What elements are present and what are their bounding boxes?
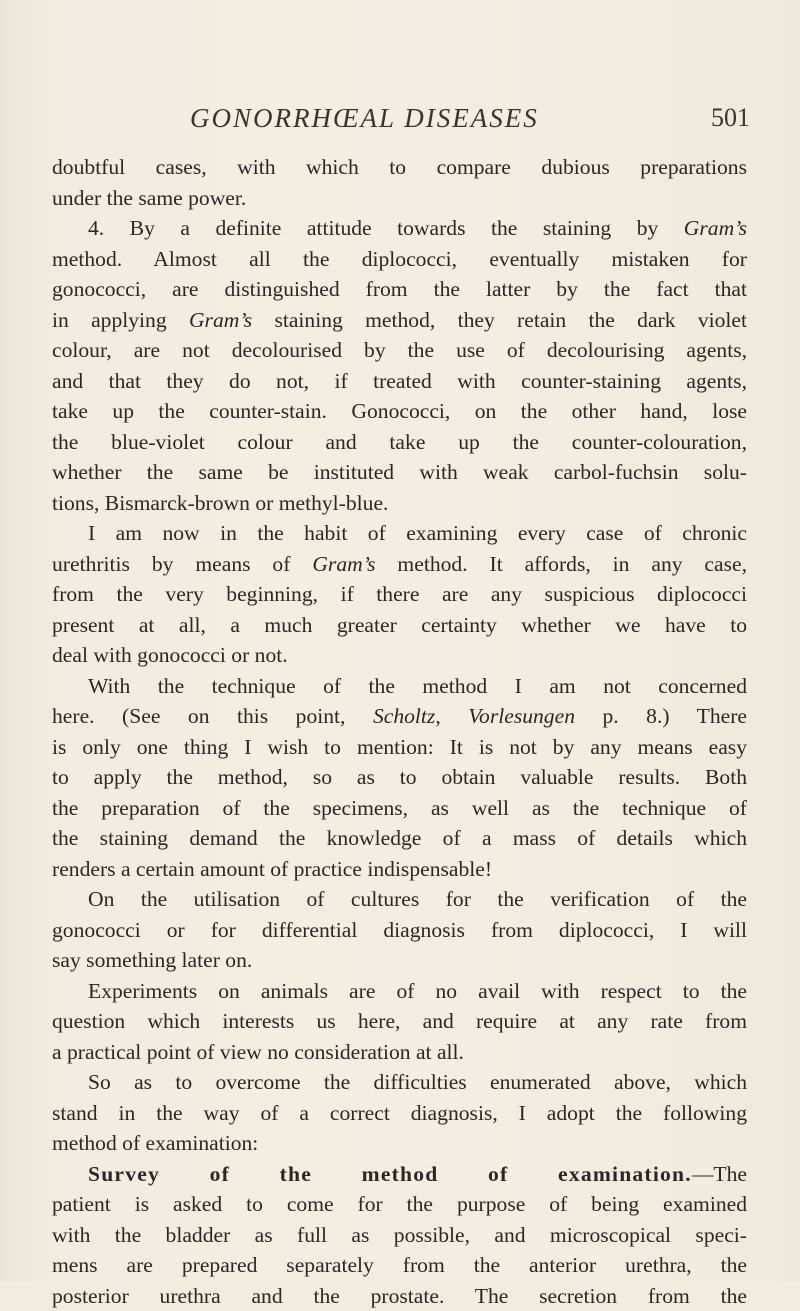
text-line: deal with gonococci or not. <box>52 640 747 671</box>
text-line: say something later on. <box>52 945 747 976</box>
text-line: gonococci, are distinguished from the latter by the fact that <box>52 274 747 305</box>
running-title: GONORRHŒAL DISEASES <box>190 103 539 134</box>
text-line: question which interests us here, and require at any rate from <box>52 1006 747 1037</box>
text-line: here. (See on this point, Scholtz, Vorlesungen p. 8.) There <box>52 701 747 732</box>
text-line: Survey of the method of examination.—The <box>52 1159 747 1190</box>
text-line: from the very beginning, if there are any suspicious diplococci <box>52 579 747 610</box>
text-line: posterior urethra and the prostate. The secretion from the <box>52 1281 747 1311</box>
text-line: a practical point of view no consideration at all. <box>52 1037 747 1068</box>
text-line: whether the same be instituted with weak carbol-fuchsin solu- <box>52 457 747 488</box>
text-line: in applying Gram’s staining method, they retain the dark violet <box>52 305 747 336</box>
text-line: I am now in the habit of examining every case of chronic <box>52 518 747 549</box>
text-line: with the bladder as full as possible, and microscopical speci- <box>52 1220 747 1251</box>
text-line: Experiments on animals are of no avail with respect to the <box>52 976 747 1007</box>
text-line: renders a certain amount of practice indispensable! <box>52 854 747 885</box>
text-line: patient is asked to come for the purpose of being examined <box>52 1189 747 1220</box>
text-line: urethritis by means of Gram’s method. It affords, in any case, <box>52 549 747 580</box>
text-line: tions, Bismarck-brown or methyl-blue. <box>52 488 747 519</box>
text-line: 4. By a definite attitude towards the staining by Gram’s <box>52 213 747 244</box>
text-line: and that they do not, if treated with counter-staining agents, <box>52 366 747 397</box>
text-line: So as to overcome the difficulties enumerated above, which <box>52 1067 747 1098</box>
text-line: to apply the method, so as to obtain valuable results. Both <box>52 762 747 793</box>
text-line: take up the counter-stain. Gonococci, on the other hand, lose <box>52 396 747 427</box>
body-text <box>52 152 747 1311</box>
text-line: present at all, a much greater certainty whether we have to <box>52 610 747 641</box>
text-line: colour, are not decolourised by the use of decolourising agents, <box>52 335 747 366</box>
text-line: is only one thing I wish to mention: It is not by any means easy <box>52 732 747 763</box>
text-line: the blue-violet colour and take up the counter-colouration, <box>52 427 747 458</box>
text-line: the staining demand the knowledge of a mass of details which <box>52 823 747 854</box>
text-line: mens are prepared separately from the anterior urethra, the <box>52 1250 747 1281</box>
text-line: stand in the way of a correct diagnosis, I adopt the following <box>52 1098 747 1129</box>
text-line: the preparation of the specimens, as well as the technique of <box>52 793 747 824</box>
text-line: On the utilisation of cultures for the verification of the <box>52 884 747 915</box>
page-header <box>60 103 750 143</box>
text-line: With the technique of the method I am not concerned <box>52 671 747 702</box>
text-line: method. Almost all the diplococci, eventually mistaken for <box>52 244 747 275</box>
text-line: under the same power. <box>52 183 747 214</box>
page-number: 501 <box>711 103 750 133</box>
text-line: gonococci or for differential diagnosis from diplococci, I will <box>52 915 747 946</box>
text-line: doubtful cases, with which to compare dubious preparations <box>52 152 747 183</box>
text-line: method of examination: <box>52 1128 747 1159</box>
